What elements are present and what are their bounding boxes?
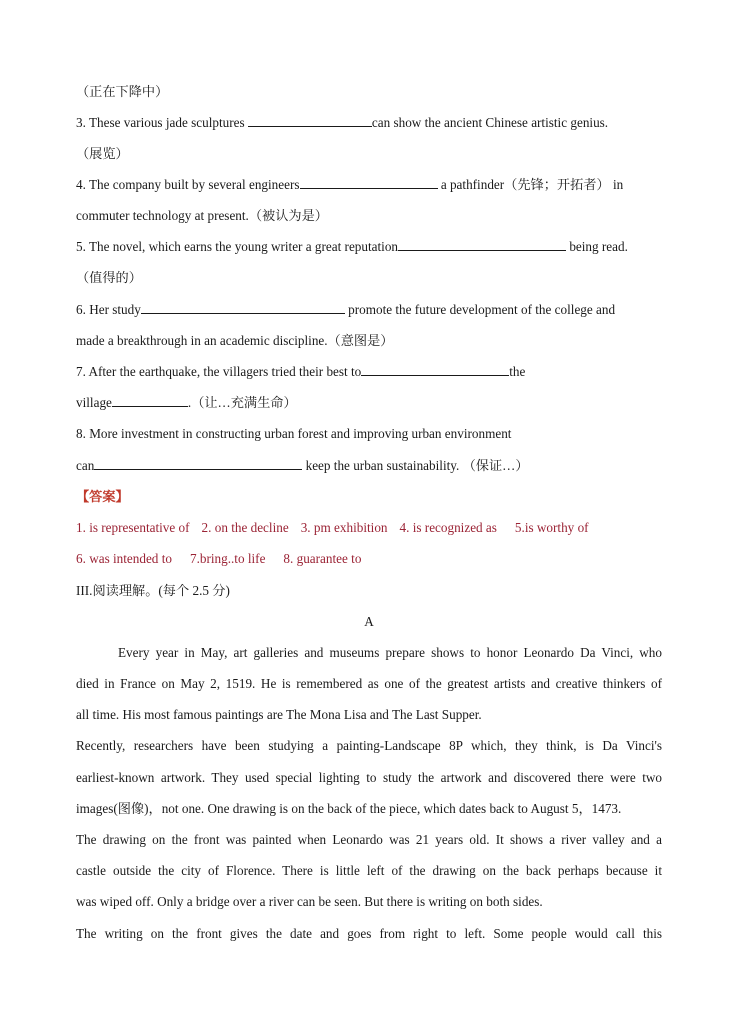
question-8-text-end: keep the urban sustainability. （保证…） <box>302 458 529 473</box>
answer-5: 5.is worthy of <box>514 520 589 535</box>
question-4-text-end: a pathfinder（先锋；开拓者） in <box>437 177 624 192</box>
question-6 <box>76 301 662 319</box>
question-5-text-end: being read. <box>566 239 628 254</box>
answer-row-2 <box>76 550 662 568</box>
question-4-text: 4. The company built by several engineers <box>76 177 300 192</box>
section-title: III.阅读理解。(每个 2.5 分) <box>76 583 230 598</box>
question-3-text-end: can show the ancient Chinese artistic genius. <box>371 115 609 130</box>
answer-blank[interactable] <box>112 394 188 407</box>
question-7-cont <box>76 394 662 412</box>
answer-blank[interactable] <box>398 238 566 251</box>
question-3 <box>76 114 662 132</box>
question-7-hint: .（让…充满生命） <box>187 395 297 410</box>
answer-row-1 <box>76 519 662 537</box>
passage-line: was wiped off. Only a bridge over a river can be seen. But there is writing on both sides. <box>76 894 543 909</box>
passage-line: images(图像)，not one. One drawing is on the back of the piece, which dates back to August 5，1473. <box>76 801 622 816</box>
question-6-cont: made a breakthrough in an academic discipline.（意图是） <box>76 333 394 348</box>
answer-blank[interactable] <box>141 301 345 314</box>
question-6-text-end: promote the future development of the college and <box>344 302 616 317</box>
question-8: 8. More investment in constructing urban forest and improving urban environment <box>76 426 512 441</box>
answer-3: 3. pm exhibition <box>300 520 388 535</box>
question-7-text: 7. After the earthquake, the villagers tried their best to <box>76 364 362 379</box>
question-3-text: 3. These various jade sculptures <box>76 115 248 130</box>
passage-line: castle outside the city of Florence. There is little left of the drawing on the back perhaps because it <box>76 863 662 878</box>
question-7 <box>76 363 662 381</box>
question-8-cont <box>76 457 662 475</box>
passage-line: Every year in May, art galleries and museums prepare shows to honor Leonardo Da Vinci, who <box>118 645 662 660</box>
answer-blank[interactable] <box>94 457 302 470</box>
passage-line: died in France on May 2, 1519. He is remembered as one of the greatest artists and creative thinkers of <box>76 676 662 691</box>
answer-blank[interactable] <box>300 176 438 189</box>
question-7-text-end: the <box>509 364 526 379</box>
passage-label: A <box>364 614 374 629</box>
answer-2: 2. on the decline <box>201 520 289 535</box>
question-6-text: 6. Her study <box>76 302 141 317</box>
passage-line: The drawing on the front was painted when Leonardo was 21 years old. It shows a river valley and a <box>76 832 662 847</box>
question-4-cont: commuter technology at present.（被认为是） <box>76 208 328 223</box>
question-8-can: can <box>76 458 95 473</box>
question-5-text: 5. The novel, which earns the young writer a great reputation <box>76 239 399 254</box>
answer-4: 4. is recognized as <box>399 520 497 535</box>
answer-blank[interactable] <box>361 363 509 376</box>
answer-7: 7.bring..to life <box>189 551 266 566</box>
question-5 <box>76 238 662 256</box>
passage-line: Recently, researchers have been studying a painting-Landscape 8P which, they think, is Da Vinci's <box>76 738 662 753</box>
answer-6: 6. was intended to <box>76 551 172 566</box>
passage-line: The writing on the front gives the date and goes from right to left. Some people would call this <box>76 926 662 941</box>
answer-heading: 【答案】 <box>76 489 129 504</box>
answer-blank[interactable] <box>248 114 372 127</box>
passage-line: earliest-known artwork. They used special lighting to study the artwork and discovered there were two <box>76 770 662 785</box>
passage-line: all time. His most famous paintings are The Mona Lisa and The Last Supper. <box>76 707 482 722</box>
question-3-hint: （展览） <box>76 146 129 161</box>
hint-line: （正在下降中） <box>76 84 169 99</box>
question-7-village: village <box>76 395 112 410</box>
question-5-hint: （值得的） <box>76 270 142 285</box>
answer-1: 1. is representative of <box>76 520 190 535</box>
answer-8: 8. guarantee to <box>283 551 362 566</box>
question-4 <box>76 176 662 194</box>
